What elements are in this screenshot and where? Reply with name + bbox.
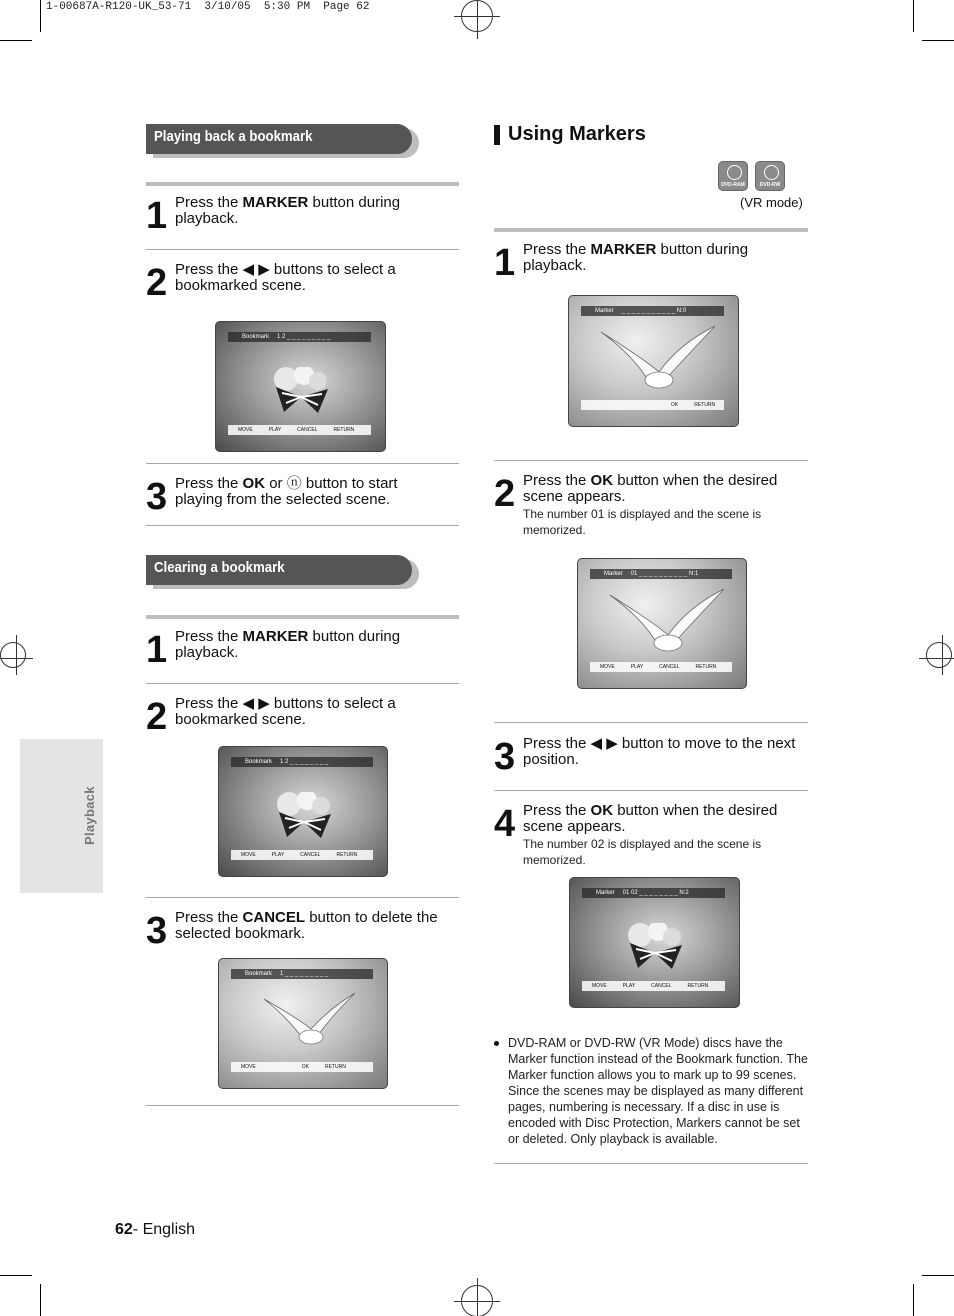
step-3 bbox=[146, 910, 459, 950]
crop-mark bbox=[913, 0, 914, 32]
step-1 bbox=[146, 195, 459, 235]
osd-controls: MOVE PLAY CANCEL RETURN bbox=[231, 850, 373, 860]
crop-mark bbox=[0, 1275, 32, 1276]
side-tab-label: Playback bbox=[82, 786, 97, 845]
step-text: Press the OK button when the desired scene appears. bbox=[523, 472, 778, 505]
seagull-image bbox=[259, 989, 359, 1059]
crop-mark bbox=[922, 1275, 954, 1276]
note-text: DVD-RAM or DVD-RW (VR Mode) discs have the Marker function instead of the Bookmark function. The Marker function allows you to mark up to 99 scenes. Since the scenes may be displayed as many different pages, numbering is necessary. If a disc in use is encoded with Disc Protection, Markers cannot be set or deleted. Only playback is available. bbox=[508, 1036, 808, 1146]
butterfly-image bbox=[620, 923, 690, 983]
page-number: 62- English bbox=[115, 1221, 196, 1238]
divider bbox=[494, 228, 808, 232]
step-number: 2 bbox=[494, 473, 515, 515]
osd-bar: Marker _ _ _ _ _ _ _ _ _ _ _ N:0 bbox=[581, 306, 724, 316]
step-number: 1 bbox=[146, 195, 167, 237]
step-number: 3 bbox=[494, 736, 515, 778]
divider bbox=[146, 683, 459, 684]
step-3 bbox=[494, 736, 808, 776]
section-header-clearing: Clearing a bookmark bbox=[146, 555, 412, 585]
osd-bar: Bookmark 1 _ _ _ _ _ _ _ _ _ bbox=[231, 969, 373, 979]
screen-marker-2 bbox=[577, 558, 747, 689]
step-note: The number 02 is displayed and the scene is memorized. bbox=[523, 837, 762, 867]
step-number: 3 bbox=[146, 910, 167, 952]
step-text: Press the ◀ ▶ button to move to the next position. bbox=[523, 735, 796, 768]
osd-bar: Marker 01 _ _ _ _ _ _ _ _ _ _ N:1 bbox=[590, 569, 732, 579]
osd-bar: Marker 01 02 _ _ _ _ _ _ _ _ N:2 bbox=[582, 888, 725, 898]
osd-controls: OK RETURN bbox=[581, 400, 724, 410]
crop-mark bbox=[0, 40, 32, 41]
osd-controls: MOVE PLAY CANCEL RETURN bbox=[228, 425, 371, 435]
divider bbox=[146, 897, 459, 898]
divider bbox=[146, 615, 459, 619]
vr-mode-label: (VR mode) bbox=[740, 195, 803, 210]
divider bbox=[494, 722, 808, 723]
screen-clearing-butterfly bbox=[218, 746, 388, 877]
divider bbox=[494, 790, 808, 791]
dvd-rw-disc-icon: DVD-RW bbox=[755, 161, 785, 191]
step-3 bbox=[146, 476, 459, 516]
crop-mark bbox=[922, 40, 954, 41]
step-1 bbox=[494, 242, 808, 282]
step-text: Press the MARKER button during playback. bbox=[175, 628, 401, 661]
step-text: Press the CANCEL button to delete the selected bookmark. bbox=[175, 909, 438, 942]
step-1 bbox=[146, 629, 459, 669]
step-text: Press the OK or ⓝ button to start playing from the selected scene. bbox=[175, 475, 398, 508]
step-text: Press the MARKER button during playback. bbox=[523, 241, 749, 274]
step-4 bbox=[494, 803, 808, 873]
osd-controls: MOVE OK RETURN bbox=[231, 1062, 373, 1072]
osd-bar: Bookmark 1 2 _ _ _ _ _ _ _ _ _ bbox=[228, 332, 371, 342]
step-number: 1 bbox=[146, 629, 167, 671]
page-title: Using Markers bbox=[494, 123, 646, 146]
osd-controls: MOVE PLAY CANCEL RETURN bbox=[590, 662, 732, 672]
divider bbox=[146, 182, 459, 186]
registration-mark bbox=[461, 0, 493, 32]
crop-mark bbox=[913, 1284, 914, 1316]
crop-mark bbox=[40, 1284, 41, 1316]
step-2 bbox=[494, 473, 808, 543]
screen-marker-3 bbox=[569, 877, 740, 1008]
step-2 bbox=[146, 696, 459, 736]
registration-mark bbox=[926, 642, 952, 668]
step-number: 1 bbox=[494, 242, 515, 284]
seagull-image bbox=[608, 587, 728, 667]
registration-mark bbox=[0, 642, 26, 668]
screen-marker-1 bbox=[568, 295, 739, 427]
divider bbox=[146, 525, 459, 526]
seagull-image bbox=[599, 324, 719, 404]
step-2 bbox=[146, 262, 459, 302]
step-number: 3 bbox=[146, 476, 167, 518]
step-note: The number 01 is displayed and the scene is memorized. bbox=[523, 507, 762, 537]
step-number: 2 bbox=[146, 696, 167, 738]
bullet bbox=[494, 1041, 499, 1046]
osd-bar: Bookmark 1 2 _ _ _ _ _ _ _ _ bbox=[231, 757, 373, 767]
divider bbox=[146, 1105, 459, 1106]
divider bbox=[494, 460, 808, 461]
divider bbox=[494, 1163, 808, 1164]
step-number: 4 bbox=[494, 803, 515, 845]
divider bbox=[146, 249, 459, 250]
step-text: Press the MARKER button during playback. bbox=[175, 194, 401, 227]
screen-bookmark-butterfly bbox=[215, 321, 386, 452]
butterfly-image bbox=[269, 792, 339, 852]
butterfly-image bbox=[266, 367, 336, 427]
print-header: 1-00687A-R120-UK_53-71 3/10/05 5:30 PM Page 62 bbox=[46, 1, 370, 13]
osd-controls: MOVE PLAY CANCEL RETURN bbox=[582, 981, 725, 991]
step-number: 2 bbox=[146, 262, 167, 304]
crop-mark bbox=[40, 0, 41, 32]
step-text: Press the ◀ ▶ buttons to select a bookmarked scene. bbox=[175, 695, 396, 728]
dvd-ram-disc-icon: DVD-RAM bbox=[718, 161, 748, 191]
registration-mark bbox=[461, 1285, 493, 1316]
screen-clearing-seagull bbox=[218, 958, 388, 1089]
section-header-playing-back: Playing back a bookmark bbox=[146, 124, 412, 154]
divider bbox=[146, 463, 459, 464]
step-text: Press the ◀ ▶ buttons to select a bookmarked scene. bbox=[175, 261, 396, 294]
step-text: Press the OK button when the desired scene appears. bbox=[523, 802, 778, 835]
